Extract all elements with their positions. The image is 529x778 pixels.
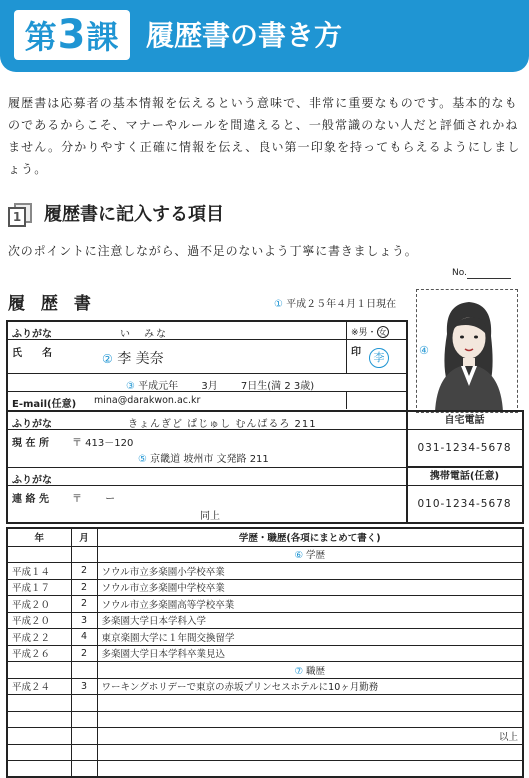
row-text: ソウル市立多楽園高等学校卒業 (97, 596, 523, 613)
email-value: mina@darakwon.ac.kr (94, 395, 201, 406)
marker-1: ① (274, 299, 283, 310)
row-text: 多楽園大学日本学科入学 (97, 612, 523, 629)
row-year: 平成２０ (7, 612, 71, 629)
seal-field (346, 340, 408, 373)
history-table (6, 527, 524, 778)
birth-row (8, 374, 406, 392)
contact-value: 同上 (200, 511, 220, 522)
row-year: 平成２２ (7, 629, 71, 646)
col-history: 学歴・職歴(各項にまとめて書く) (97, 528, 523, 546)
birth-field (126, 377, 314, 392)
table-row (7, 695, 523, 712)
table-row (7, 629, 523, 646)
row-year: 平成１７ (7, 579, 71, 596)
table-row (7, 596, 523, 613)
contact-furigana-row (8, 468, 406, 486)
row-month: 3 (71, 678, 97, 695)
row-month: 2 (71, 579, 97, 596)
mobile-phone-box (406, 466, 524, 524)
row-month: 2 (71, 645, 97, 662)
end-text: 以上 (97, 728, 523, 745)
home-phone-box (406, 410, 524, 468)
gender-text: ※男・ (351, 328, 377, 338)
row-month: 2 (71, 596, 97, 613)
photo-box (416, 289, 518, 413)
row-month: 4 (71, 629, 97, 646)
address-zip: 〒 413－120 (72, 438, 134, 449)
table-row (7, 612, 523, 629)
table-row (7, 579, 523, 596)
page-title: 履歴書の書き方 (146, 19, 343, 52)
portrait-photo (417, 290, 517, 412)
mobile-phone-label: 携帯電話(任意) (407, 468, 522, 486)
addr-furigana-label: ふりがな (12, 419, 52, 430)
date-text: 平成２５年４月１日現在 (286, 299, 397, 310)
row-text: 多楽園大学日本学科卒業見込 (97, 645, 523, 662)
table-row (7, 761, 523, 778)
marker-6: ⑥ (294, 550, 303, 562)
address-value: 京畿道 坡州市 文発路 211 (150, 454, 269, 465)
mobile-phone-value: 010-1234-5678 (417, 498, 512, 510)
row-year: 平成２０ (7, 596, 71, 613)
email-row (8, 392, 406, 410)
table-row (7, 744, 523, 761)
birth-text: 平成元年 3月 7日生(満 2 3歳) (138, 381, 315, 392)
marker-5: ⑤ (138, 454, 147, 465)
furigana-row (8, 322, 406, 340)
form-number (452, 267, 511, 279)
work-heading: 職歴 (306, 665, 326, 677)
row-text: 東京楽園大学に１年間交換留学 (97, 629, 523, 646)
seal-stamp: 李 (369, 348, 389, 368)
gender-selected: 女 (378, 328, 387, 337)
marker-7: ⑦ (294, 665, 303, 677)
marker-2: ② (102, 352, 113, 366)
personal-info-form (6, 320, 408, 411)
no-label: No. (452, 268, 467, 278)
section-number: 1 (8, 207, 26, 227)
contact-furigana-label: ふりがな (12, 475, 52, 486)
contact-row (8, 486, 406, 522)
row-year: 平成２４ (7, 678, 71, 695)
col-year: 年 (7, 528, 71, 546)
name-value: 李 美奈 (117, 351, 164, 367)
address-form (6, 410, 408, 524)
furigana-value: い みな (120, 329, 168, 340)
row-year: 平成２６ (7, 645, 71, 662)
row-month: 3 (71, 612, 97, 629)
table-row (7, 711, 523, 728)
col-month: 月 (71, 528, 97, 546)
addr-furigana-value: きょんぎど ぱじゅし むんばるろ 211 (128, 419, 317, 430)
row-text: ソウル市立多楽園中学校卒業 (97, 579, 523, 596)
marker-4: ④ (419, 344, 429, 357)
email-label: E-mail(任意) (12, 399, 77, 410)
form-title: 履 歴 書 (8, 294, 96, 314)
section-description: 次のポイントに注意しながら、過不足のないよう丁寧に書きましょう。 (8, 244, 418, 258)
contact-zip: 〒 ー (72, 494, 116, 505)
work-heading-row (7, 662, 523, 679)
row-month: 2 (71, 563, 97, 580)
row-year: 平成１４ (7, 563, 71, 580)
lesson-prefix: 第 (24, 18, 58, 56)
table-row (7, 563, 523, 580)
lesson-suffix: 課 (86, 18, 120, 56)
address-label: 現 在 所 (12, 438, 49, 449)
home-phone-label: 自宅電話 (407, 412, 522, 430)
contact-label: 連 絡 先 (12, 494, 49, 505)
intro-paragraph: 履歴書は応募者の基本情報を伝えるという意味で、非常に重要なものです。基本的なものであるからこそ、マナーやルールを間違えると、一般常識のない人だと評価されかねません。分かりやすく正確に情報を伝え、良い第一印象を持ってもらえるようにしましょう。 (8, 96, 521, 176)
address-field (138, 450, 269, 465)
gender-field (346, 322, 408, 340)
seal-label: 印 (351, 347, 361, 358)
lesson-number: 3 (57, 12, 87, 58)
edu-heading-row (7, 546, 523, 563)
marker-3: ③ (126, 381, 135, 392)
name-field (102, 348, 164, 368)
table-row (7, 645, 523, 662)
table-row (7, 728, 523, 745)
table-row (7, 678, 523, 695)
addr-furigana-row (8, 412, 406, 430)
lesson-badge (14, 10, 130, 60)
lesson-header (0, 0, 529, 72)
row-text: ワーキングホリデーで東京の赤坂プリンセスホテルに10ヶ月勤務 (97, 678, 523, 695)
home-phone-value: 031-1234-5678 (417, 442, 512, 454)
furigana-label: ふりがな (12, 329, 52, 340)
row-text: ソウル市立多楽園小学校卒業 (97, 563, 523, 580)
name-row (8, 340, 406, 374)
edu-heading: 学歴 (306, 550, 326, 562)
address-row (8, 430, 406, 468)
section-number-icon (8, 203, 32, 227)
section-title: 履歴書に記入する項目 (44, 204, 224, 225)
form-date (274, 298, 396, 312)
history-header-row (7, 528, 523, 546)
name-label: 氏 名 (12, 348, 52, 359)
